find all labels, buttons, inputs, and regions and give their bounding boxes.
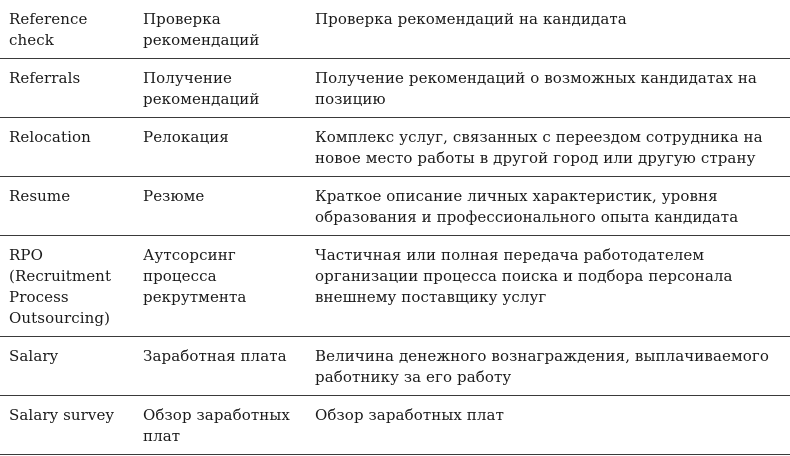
glossary-row bbox=[0, 0, 790, 59]
glossary-row bbox=[0, 118, 790, 177]
term-en: Reference check bbox=[9, 10, 88, 49]
glossary-row bbox=[0, 177, 790, 236]
term-ru: Заработная плата bbox=[143, 347, 287, 365]
term-ru: Обзор заработных плат bbox=[143, 406, 290, 445]
term-definition: Частичная или полная передача работодателем организации процесса поиска и подбора персонала внешнему поставщику услуг bbox=[315, 246, 733, 306]
term-definition: Обзор заработных плат bbox=[315, 406, 504, 424]
term-en: Referrals bbox=[9, 69, 81, 87]
term-ru: Релокация bbox=[143, 128, 229, 146]
term-en: Salary bbox=[9, 347, 59, 365]
term-ru: Аутсорсинг процесса рекрутмента bbox=[143, 246, 247, 306]
term-definition: Получение рекомендаций о возможных кандидатах на позицию bbox=[315, 69, 757, 108]
term-en: Resume bbox=[9, 187, 71, 205]
term-ru: Резюме bbox=[143, 187, 205, 205]
term-definition: Краткое описание личных характеристик, уровня образования и профессионального опыта кандидата bbox=[315, 187, 739, 226]
glossary-row bbox=[0, 396, 790, 455]
term-definition: Величина денежного вознаграждения, выплачиваемого работнику за его работу bbox=[315, 347, 769, 386]
glossary-row bbox=[0, 236, 790, 337]
term-definition: Проверка рекомендаций на кандидата bbox=[315, 10, 627, 28]
glossary-row bbox=[0, 337, 790, 396]
term-en: Relocation bbox=[9, 128, 91, 146]
term-ru: Получение рекомендаций bbox=[143, 69, 260, 108]
term-en: Salary survey bbox=[9, 406, 115, 424]
term-ru: Проверка рекомендаций bbox=[143, 10, 260, 49]
term-definition: Комплекс услуг, связанных с переездом сотрудника на новое место работы в другой город или другую страну bbox=[315, 128, 763, 167]
glossary-row bbox=[0, 59, 790, 118]
term-en: RPO (Recruitment Process Outsourcing) bbox=[9, 246, 112, 327]
